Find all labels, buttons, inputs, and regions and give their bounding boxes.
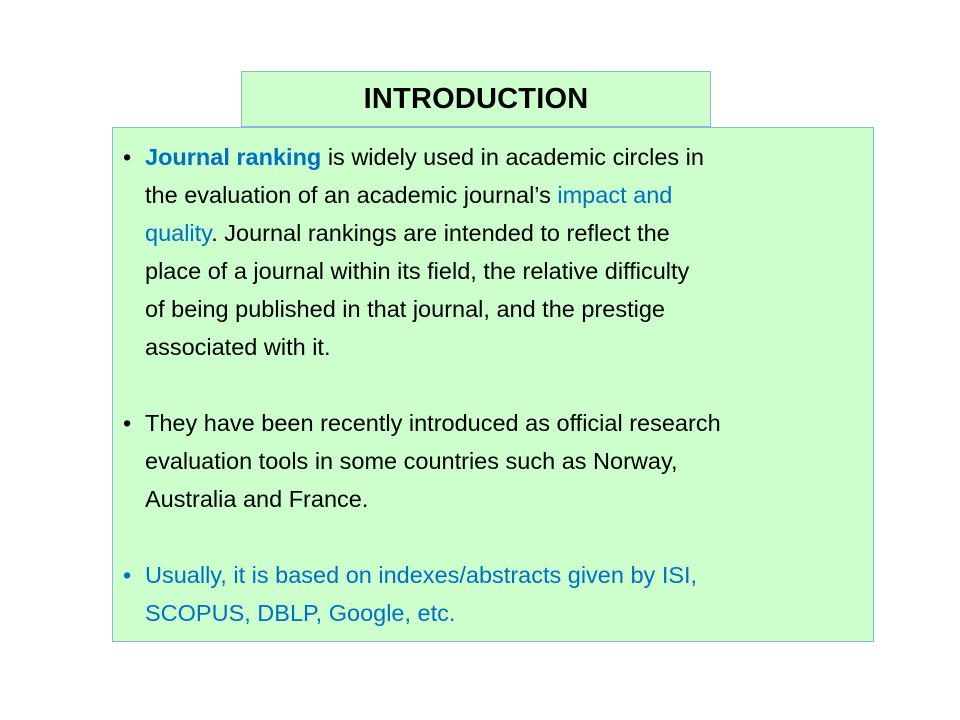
bullet-dot: • <box>123 410 132 436</box>
text-segment: quality <box>145 220 212 246</box>
slide-title: INTRODUCTION <box>363 82 589 115</box>
bullet-line <box>145 480 868 518</box>
text-segment: Usually, it is based on indexes/abstracts given by ISI, <box>145 562 698 588</box>
text-segment: Journal ranking <box>145 144 322 170</box>
bullet-line <box>145 556 868 594</box>
bullet-line <box>145 328 868 366</box>
text-segment: associated with it. <box>145 334 331 360</box>
bullet-line <box>145 138 868 176</box>
bullet-line <box>145 404 868 442</box>
text-segment: is widely used in academic circles in <box>321 144 704 170</box>
content-box <box>112 127 874 642</box>
bullet-line <box>145 290 868 328</box>
text-segment: . Journal rankings are intended to reflect the <box>211 220 670 246</box>
title-box <box>241 71 711 127</box>
text-segment: SCOPUS, DBLP, Google, etc. <box>145 600 456 626</box>
text-segment: impact and <box>557 182 673 208</box>
bullet-dot: • <box>123 144 132 170</box>
bullet-line <box>145 442 868 480</box>
text-segment: Australia and France. <box>145 486 369 512</box>
bullet-research-evaluation <box>123 404 868 518</box>
bullet-journal-ranking <box>123 138 868 366</box>
text-segment: They have been recently introduced as official research <box>145 410 721 436</box>
text-segment: of being published in that journal, and the prestige <box>145 296 665 322</box>
bullet-line <box>145 176 868 214</box>
text-segment: the evaluation of an academic journal’s <box>145 182 558 208</box>
bullet-line <box>145 252 868 290</box>
bullet-line <box>145 594 868 632</box>
bullet-line <box>145 214 868 252</box>
bullet-dot: • <box>123 562 132 588</box>
bullet-indexes <box>123 556 868 632</box>
text-segment: evaluation tools in some countries such as Norway, <box>145 448 678 474</box>
text-segment: place of a journal within its field, the relative difficulty <box>145 258 690 284</box>
